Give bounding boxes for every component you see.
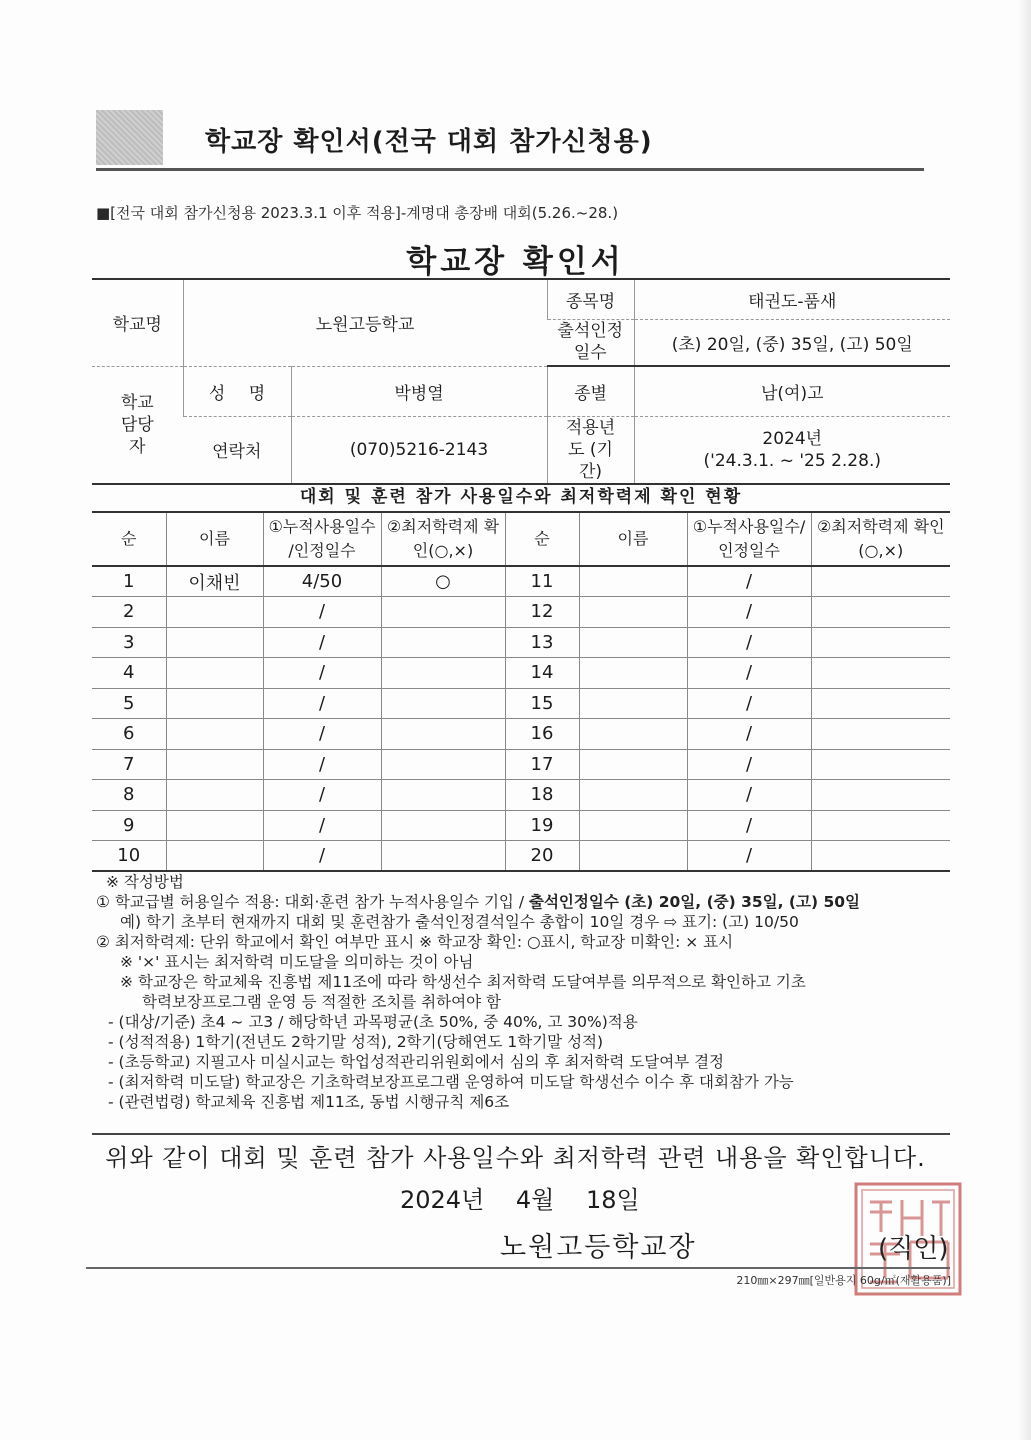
cell-l-acad bbox=[381, 597, 505, 628]
confirmation-text: 위와 같이 대회 및 훈련 참가 사용일수와 최저학력 관련 내용을 확인합니다. bbox=[105, 1144, 926, 1172]
cell-r-no: 16 bbox=[505, 719, 579, 750]
cell-l-days: 4/50 bbox=[263, 566, 381, 597]
phone-label: 연락처 bbox=[212, 442, 262, 462]
cell-r-name bbox=[579, 719, 687, 750]
cell-r-days: / bbox=[687, 627, 811, 658]
note-1 bbox=[96, 892, 956, 912]
school-label: 학교명 bbox=[92, 279, 183, 366]
cell-r-acad bbox=[811, 658, 950, 689]
col-name-right: 이름 bbox=[579, 512, 687, 566]
cell-r-name bbox=[579, 841, 687, 872]
cell-l-acad bbox=[381, 780, 505, 811]
cell-l-acad bbox=[381, 810, 505, 841]
cell-l-no: 2 bbox=[92, 597, 166, 628]
cell-l-days: / bbox=[263, 627, 381, 658]
table-row bbox=[92, 841, 950, 872]
table-row bbox=[92, 597, 950, 628]
table-row bbox=[92, 566, 950, 597]
phone-value: (070)5216-2143 bbox=[291, 416, 547, 484]
page-edge-shadow bbox=[1017, 0, 1031, 1440]
cell-r-no: 19 bbox=[505, 810, 579, 841]
col-no-right: 순 bbox=[505, 512, 579, 566]
event-value: 태권도-품새 bbox=[634, 279, 950, 319]
year-value-line1: 2024년 bbox=[762, 428, 823, 449]
cell-l-acad bbox=[381, 688, 505, 719]
cell-r-acad bbox=[811, 627, 950, 658]
cell-l-no: 4 bbox=[92, 658, 166, 689]
col-no: 순 bbox=[92, 512, 166, 566]
cell-r-acad bbox=[811, 688, 950, 719]
cell-l-name bbox=[166, 627, 263, 658]
paper-spec: 210㎜×297㎜[일반용지 60g/㎡(재활용품)] bbox=[736, 1274, 951, 1287]
col-academic: ②최저학력제 확인(○,×) bbox=[381, 512, 505, 566]
year-value-line2: ('24.3.1. ~ '25 2.28.) bbox=[703, 450, 881, 471]
cell-r-no: 17 bbox=[505, 749, 579, 780]
roster-body bbox=[92, 566, 950, 871]
cell-l-name bbox=[166, 841, 263, 872]
year-label: 적용년도 (기간) bbox=[547, 416, 634, 484]
col-days-right: ①누적사용일수/ 인정일수 bbox=[687, 512, 811, 566]
detail-2: - (성적적용) 1학기(전년도 2학기말 성적), 2학기(당해연도 1학기말 성적) bbox=[108, 1033, 604, 1051]
type-label: 종별 bbox=[547, 366, 634, 416]
notes-heading: ※ 작성방법 bbox=[106, 873, 184, 891]
detail-1: - (대상/기준) 초4 ~ 고3 / 해당학년 과목평균(초 50%, 중 40%, 고 30%)적용 bbox=[108, 1013, 638, 1031]
cell-l-acad bbox=[381, 627, 505, 658]
table-row bbox=[92, 719, 950, 750]
principal-name: 노원고등학교장 bbox=[500, 1232, 697, 1263]
cell-r-days: / bbox=[687, 841, 811, 872]
section-title: 대회 및 훈련 참가 사용일수와 최저학력제 확인 현황 bbox=[299, 487, 743, 507]
col-name: 이름 bbox=[166, 512, 263, 566]
header-gray-box bbox=[96, 110, 163, 165]
cell-l-acad bbox=[381, 841, 505, 872]
issue-date bbox=[400, 1180, 640, 1215]
note-1-example: 예) 학기 초부터 현재까지 대회 및 훈련참가 출석인정결석일수 총합이 10일 경우 ⇨ 표기: (고) 10/50 bbox=[120, 913, 799, 931]
cell-r-name bbox=[579, 566, 687, 597]
cell-r-name bbox=[579, 749, 687, 780]
cell-l-days: / bbox=[263, 719, 381, 750]
table-row bbox=[92, 810, 950, 841]
note-2c: 학력보장프로그램 운영 등 적절한 조치를 취하여야 함 bbox=[142, 993, 501, 1011]
cell-l-name bbox=[166, 810, 263, 841]
cell-r-no: 12 bbox=[505, 597, 579, 628]
name-label: 성 명 bbox=[183, 366, 291, 416]
cell-l-days: / bbox=[263, 658, 381, 689]
cell-r-days: / bbox=[687, 810, 811, 841]
attendance-value: (초) 20일, (중) 35일, (고) 50일 bbox=[634, 319, 950, 366]
table-row bbox=[92, 627, 950, 658]
cell-r-no: 20 bbox=[505, 841, 579, 872]
cell-l-name bbox=[166, 688, 263, 719]
cell-r-acad bbox=[811, 841, 950, 872]
cell-r-days: / bbox=[687, 688, 811, 719]
cell-r-acad bbox=[811, 749, 950, 780]
cell-r-name bbox=[579, 780, 687, 811]
note-2b: ※ 학교장은 학교체육 진흥법 제11조에 따라 학생선수 최저학력 도달여부를 의무적으로 확인하고 기초 bbox=[120, 973, 806, 991]
cell-r-name bbox=[579, 658, 687, 689]
header-title: 학교장 확인서(전국 대회 참가신청용) bbox=[205, 127, 653, 157]
document-title: 학교장 확인서 bbox=[406, 244, 625, 280]
cell-r-days: / bbox=[687, 749, 811, 780]
seal-mark-text: (직인) bbox=[878, 1234, 949, 1264]
cell-l-acad bbox=[381, 658, 505, 689]
cell-l-no: 1 bbox=[92, 566, 166, 597]
table-row bbox=[92, 749, 950, 780]
contact-person-label: 학교 담당자 bbox=[120, 392, 154, 457]
roster-table bbox=[92, 511, 950, 872]
cell-r-days: / bbox=[687, 658, 811, 689]
cell-r-name bbox=[579, 688, 687, 719]
cell-r-days: / bbox=[687, 780, 811, 811]
cell-r-name bbox=[579, 597, 687, 628]
date-month: 4월 bbox=[515, 1186, 555, 1214]
detail-5: - (관련법령) 학교체육 진흥법 제11조, 동법 시행규칙 제6조 bbox=[108, 1093, 510, 1111]
cell-r-no: 13 bbox=[505, 627, 579, 658]
cell-r-acad bbox=[811, 780, 950, 811]
cell-r-no: 18 bbox=[505, 780, 579, 811]
note-2a: ※ '×' 표시는 최저학력 미도달을 의미하는 것이 아님 bbox=[120, 953, 474, 971]
cell-l-days: / bbox=[263, 841, 381, 872]
cell-r-acad bbox=[811, 719, 950, 750]
cell-r-no: 14 bbox=[505, 658, 579, 689]
instructions bbox=[96, 872, 956, 1112]
cell-l-name bbox=[166, 597, 263, 628]
table-row bbox=[92, 688, 950, 719]
footer-rule-top bbox=[92, 1133, 950, 1135]
year-value bbox=[634, 416, 950, 484]
footer-rule-bottom bbox=[86, 1267, 950, 1269]
type-value: 남(여)고 bbox=[634, 366, 950, 416]
notice-line: ■[전국 대회 참가신청용 2023.3.1 이후 적용]-계명대 총장배 대회(5.26.~28.) bbox=[96, 204, 619, 222]
school-info-table bbox=[92, 278, 950, 485]
cell-l-no: 6 bbox=[92, 719, 166, 750]
cell-l-acad bbox=[381, 749, 505, 780]
cell-r-acad bbox=[811, 597, 950, 628]
cell-l-no: 9 bbox=[92, 810, 166, 841]
cell-l-no: 7 bbox=[92, 749, 166, 780]
header-rule bbox=[96, 168, 924, 171]
cell-l-name bbox=[166, 780, 263, 811]
cell-l-no: 5 bbox=[92, 688, 166, 719]
cell-l-acad: ○ bbox=[381, 566, 505, 597]
cell-l-no: 8 bbox=[92, 780, 166, 811]
school-value: 노원고등학교 bbox=[183, 279, 547, 366]
col-academic-right: ②최저학력제 확인(○,×) bbox=[811, 512, 950, 566]
date-year: 2024년 bbox=[400, 1186, 485, 1214]
cell-l-name: 이채빈 bbox=[166, 566, 263, 597]
name-value: 박병열 bbox=[291, 366, 547, 416]
cell-r-days: / bbox=[687, 597, 811, 628]
detail-3: - (초등학교) 지필고사 미실시교는 학업성적관리위원회에서 심의 후 최저학력 도달여부 결정 bbox=[108, 1053, 725, 1071]
cell-l-acad bbox=[381, 719, 505, 750]
cell-l-days: / bbox=[263, 810, 381, 841]
roster-header-row bbox=[92, 512, 950, 566]
cell-r-no: 11 bbox=[505, 566, 579, 597]
cell-l-days: / bbox=[263, 749, 381, 780]
cell-r-name bbox=[579, 810, 687, 841]
cell-r-acad bbox=[811, 810, 950, 841]
cell-l-name bbox=[166, 749, 263, 780]
attendance-label: 출석인정 일수 bbox=[547, 319, 634, 366]
note-2: ② 최저학력제: 단위 학교에서 확인 여부만 표시 ※ 학교장 확인: ○표시, 학교장 미확인: × 표시 bbox=[96, 933, 734, 951]
cell-l-name bbox=[166, 719, 263, 750]
cell-l-no: 3 bbox=[92, 627, 166, 658]
date-day: 18일 bbox=[586, 1186, 640, 1214]
col-days: ①누적사용일수 /인정일수 bbox=[263, 512, 381, 566]
detail-4: - (최저학력 미도달) 학교장은 기초학력보장프로그램 운영하여 미도달 학생선수 이수 후 대회참가 가능 bbox=[108, 1073, 794, 1091]
cell-r-name bbox=[579, 627, 687, 658]
cell-r-days: / bbox=[687, 566, 811, 597]
cell-r-acad bbox=[811, 566, 950, 597]
cell-r-no: 15 bbox=[505, 688, 579, 719]
note-1-bold: 출석인정일수 (초) 20일, (중) 35일, (고) 50일 bbox=[528, 893, 861, 911]
cell-l-days: / bbox=[263, 597, 381, 628]
cell-l-days: / bbox=[263, 688, 381, 719]
note-1-text: ① 학교급별 허용일수 적용: 대회·훈련 참가 누적사용일수 기입 / bbox=[96, 893, 529, 911]
table-row bbox=[92, 780, 950, 811]
cell-l-name bbox=[166, 658, 263, 689]
cell-r-days: / bbox=[687, 719, 811, 750]
cell-l-no: 10 bbox=[92, 841, 166, 872]
event-label: 종목명 bbox=[547, 279, 634, 319]
cell-l-days: / bbox=[263, 780, 381, 811]
table-row bbox=[92, 658, 950, 689]
